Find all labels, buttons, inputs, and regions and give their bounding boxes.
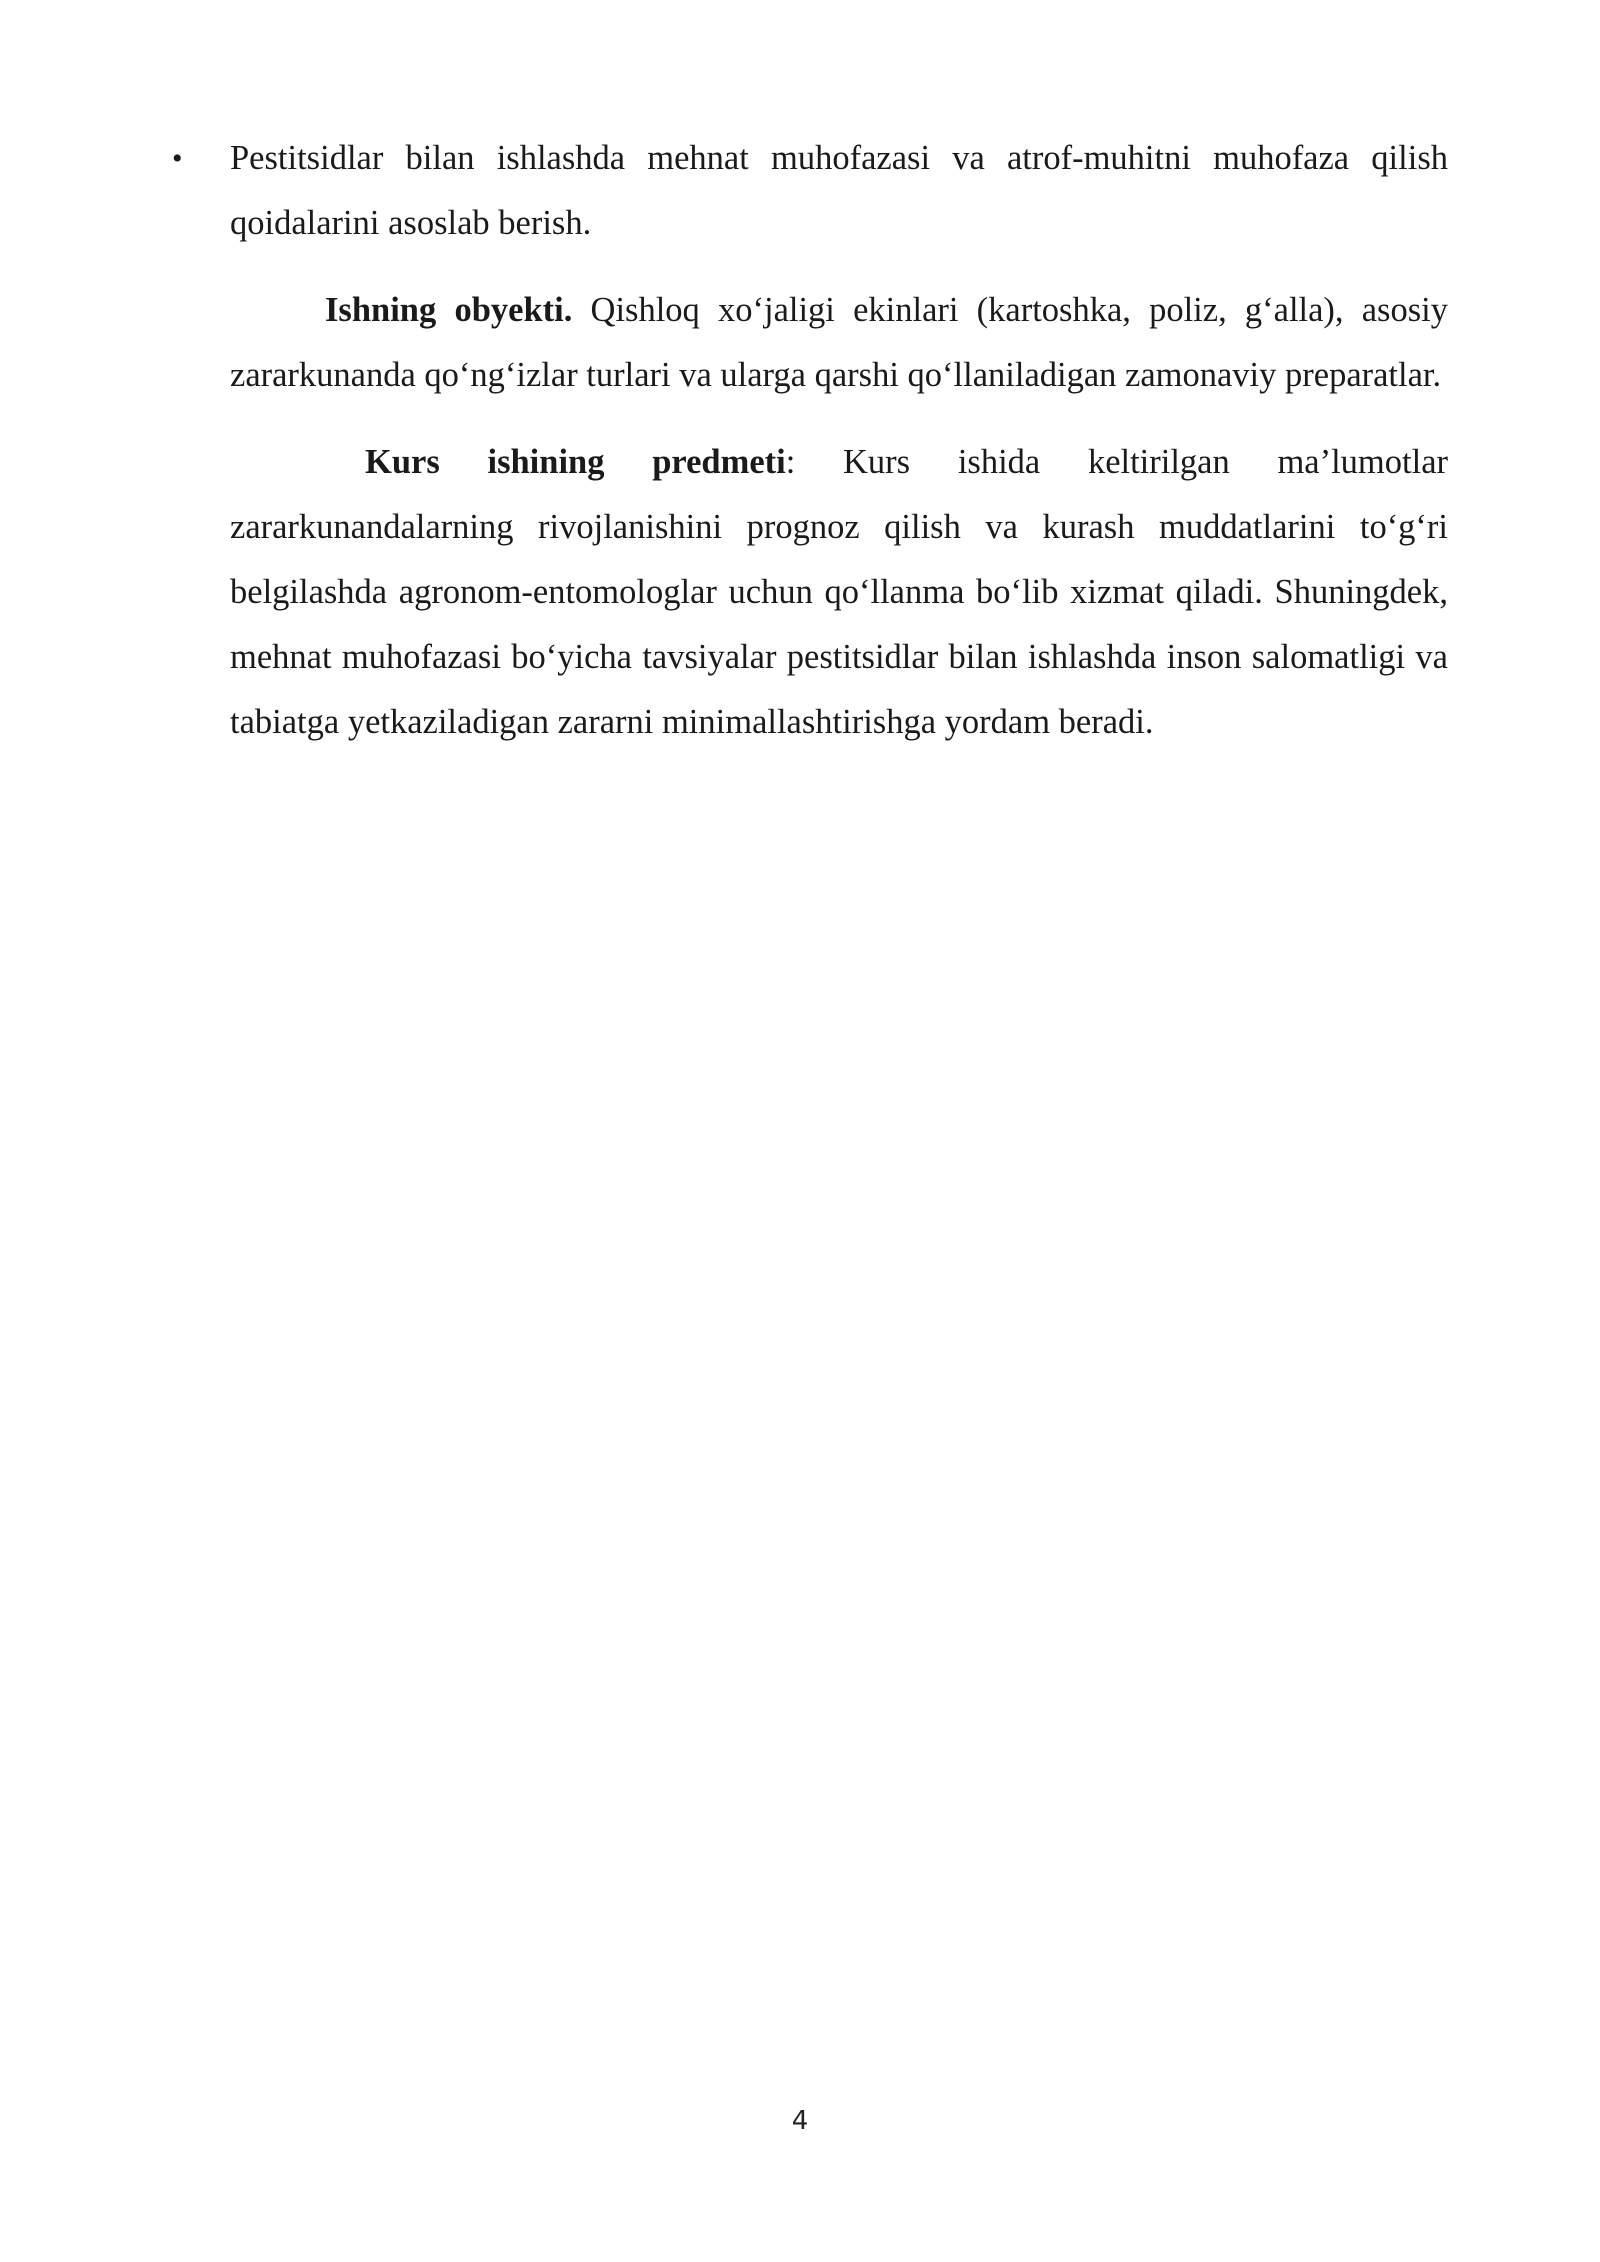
bullet-text: Pestitsidlar bilan ishlashda mehnat muhofazasi va atrof-muhitni muhofaza qilish qoidalarini asoslab berish. xyxy=(230,139,1448,242)
page-number: 4 xyxy=(791,2106,809,2136)
subject-paragraph xyxy=(230,430,1448,755)
bullet-icon: • xyxy=(172,142,183,175)
object-paragraph xyxy=(230,278,1448,408)
object-text: Qishloq xo‘jaligi ekinlari (kartoshka, poliz, g‘alla), asosiy zararkunanda qo‘ng‘izlar turlari va ularga qarshi qo‘llaniladigan zamonaviy preparatlar. xyxy=(230,291,1448,394)
subject-text: Kurs ishida keltirilgan ma’lumotlar zararkunandalarning rivojlanishini prognoz qilish va kurash muddatlarini to‘g‘ri belgilashda agronom-entomologlar uchun qo‘llanma bo‘lib xizmat qiladi. Shuningdek, mehnat muhofazasi bo‘yicha tavsiyalar pestitsidlar bilan ishlashda inson salomatligi va tabiatga yetkaziladigan zararni minimallashtirishga yordam beradi. xyxy=(230,443,1448,741)
bullet-list-item xyxy=(172,126,1448,256)
object-label: Ishning obyekti. xyxy=(325,291,573,329)
page-content xyxy=(172,126,1448,777)
subject-separator: : xyxy=(785,443,796,481)
subject-label: Kurs ishining predmeti xyxy=(365,443,786,481)
